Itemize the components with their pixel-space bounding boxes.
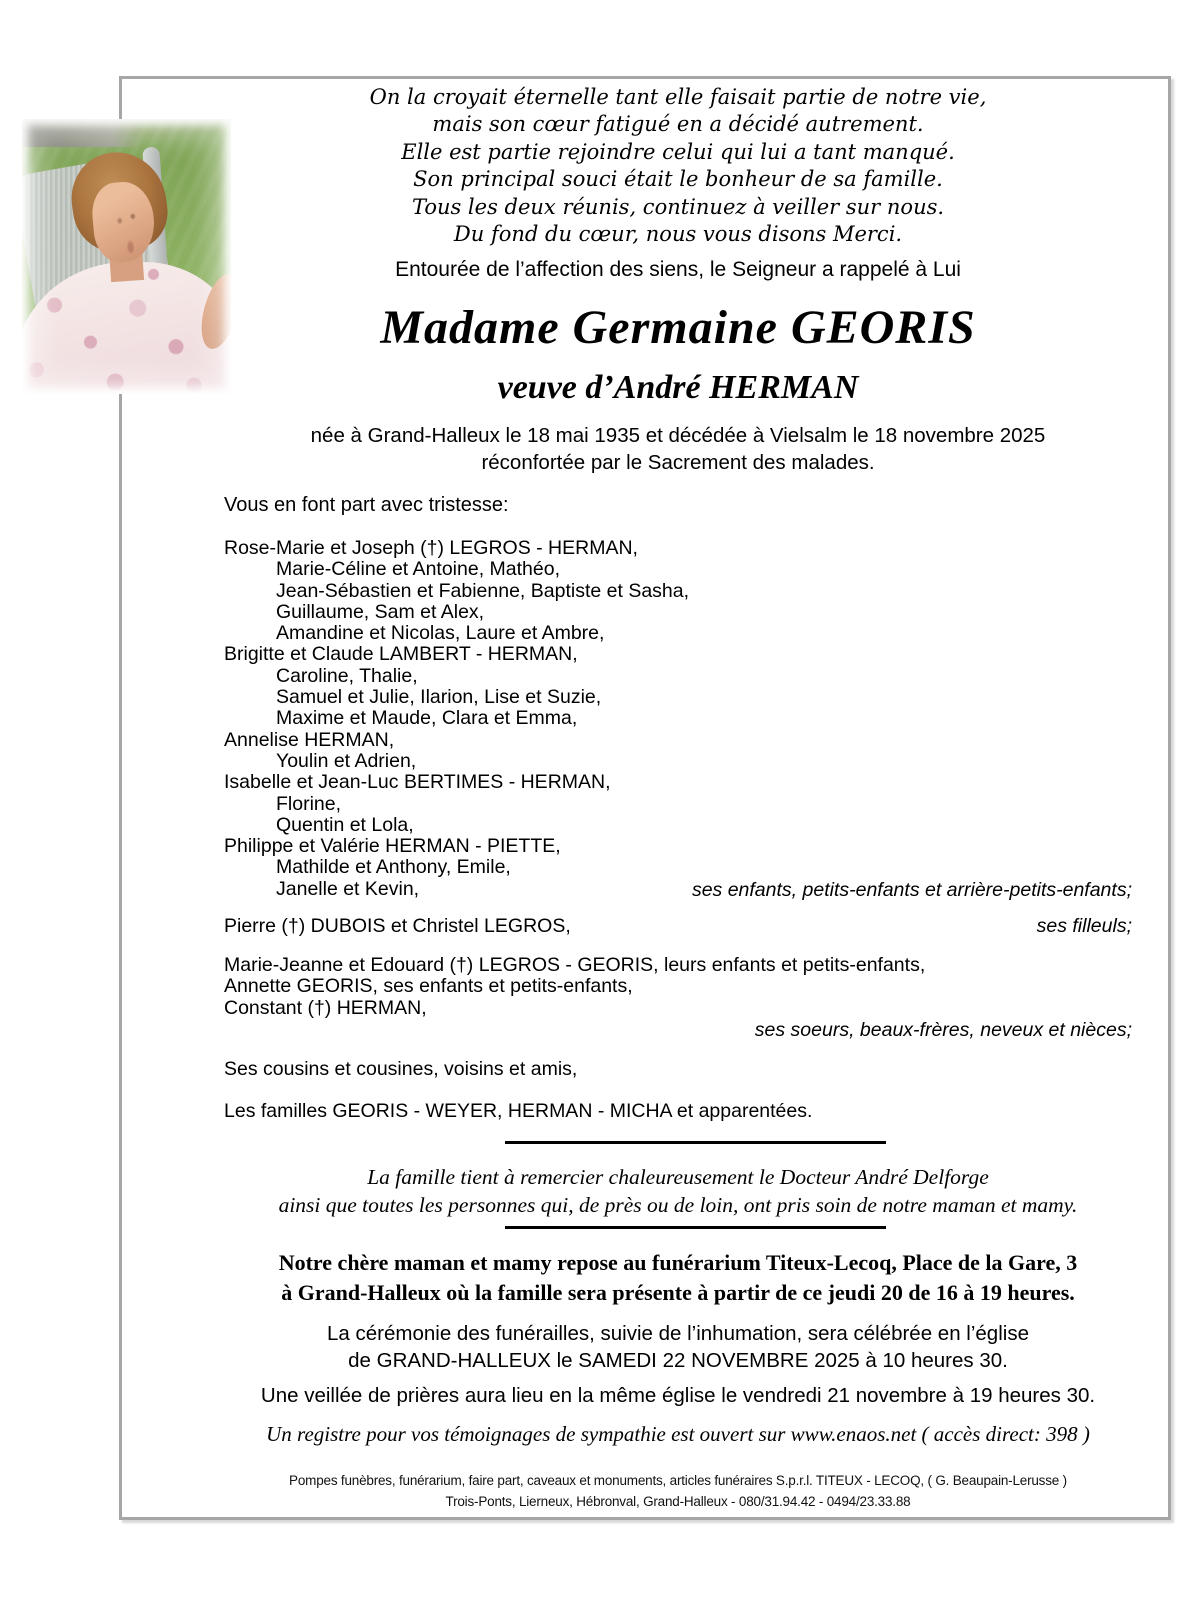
repose-block [224,1248,1132,1307]
intro-line: Entourée de l’affection des siens, le Seigneur a rappelé à Lui [395,258,961,281]
deceased-name: Madame Germaine GEORIS [380,301,976,354]
family-line: Maxime et Maude, Clara et Emma, [276,707,578,730]
family-line: Caroline, Thalie, [276,664,418,687]
sacrament-line: réconfortée par le Sacrement des malades. [481,451,875,474]
vigil-line: Une veillée de prières aura lieu en la même église le vendredi 21 novembre à 19 heures 30. [260,1384,1096,1407]
cousins-line: Ses cousins et cousines, voisins et amis, [224,1058,578,1080]
siblings-line: Constant (†) HERMAN, [224,996,427,1019]
ceremony-line: de GRAND-HALLEUX le SAMEDI 22 NOVEMBRE 2025 à 10 heures 30. [348,1349,1008,1372]
repose-line: Notre chère maman et mamy repose au funérarium Titeux-Lecoq, Place de la Gare, 3 [278,1250,1078,1275]
siblings-relation-label: ses soeurs, beaux-frères, neveux et nièces; [754,1019,1132,1041]
photo-soft-edge [22,119,231,394]
family-line: Annelise HERMAN, [224,728,395,751]
family-line: Amandine et Nicolas, Laure et Ambre, [276,622,605,645]
siblings-line: Annette GEORIS, ses enfants et petits-enfants, [224,975,633,998]
children-relation-label: ses enfants, petits-enfants et arrière-petits-enfants; [691,879,1132,901]
poem-line: On la croyait éternelle tant elle faisait partie de notre vie, [369,85,987,109]
portrait-photo [22,119,231,394]
register-line: Un registre pour vos témoignages de sympathie est ouvert sur www.enaos.net ( accès direct: 398 ) [266,1422,1090,1446]
birth-death-line: née à Grand-Halleux le 18 mai 1935 et décédée à Vielsalm le 18 novembre 2025 [310,424,1046,447]
ceremony-line: La cérémonie des funérailles, suivie de l’inhumation, sera célébrée en l’église [327,1322,1029,1345]
thanks-block [224,1163,1132,1219]
family-line: Brigitte et Claude LAMBERT - HERMAN, [224,643,578,666]
siblings-group [224,955,1132,1019]
family-line: Youlin et Adrien, [276,749,417,772]
family-line: Mathilde et Anthony, Emile, [276,856,511,879]
poem-line: Du fond du cœur, nous vous disons Merci. [453,222,903,247]
footer-line: Trois-Ponts, Lierneux, Hébronval, Grand-Halleux - 080/31.94.42 - 0494/23.33.88 [445,1494,911,1509]
widow-line: veuve d’André HERMAN [497,369,859,406]
godchildren-line: Pierre (†) DUBOIS et Christel LEGROS, [224,915,571,937]
family-line: Quentin et Lola, [276,813,414,836]
family-line: Florine, [276,792,342,815]
poem-line: Son principal souci était le bonheur de sa famille. [413,167,943,192]
divider [505,1226,886,1229]
godchildren-relation-label: ses filleuls; [1036,915,1132,937]
poem-line: Tous les deux réunis, continuez à veiller sur nous. [411,194,945,219]
poem-line: mais son cœur fatigué en a décidé autrement. [432,112,924,137]
footer-line: Pompes funèbres, funérarium, faire part, caveaux et monuments, articles funéraires S.p.r.l. TITEUX - LECOQ, ( G. Beaupain-Lerusse ) [289,1473,1067,1488]
family-line: Rose-Marie et Joseph (†) LEGROS - HERMAN, [224,537,638,559]
family-line: Isabelle et Jean-Luc BERTIMES - HERMAN, [224,771,611,794]
divider [505,1141,886,1144]
family-line: Guillaume, Sam et Alex, [276,600,485,623]
family-line: Janelle et Kevin, [276,877,420,900]
family-line: Philippe et Valérie HERMAN - PIETTE, [224,835,561,858]
memorial-poem [224,84,1132,248]
family-line: Samuel et Julie, Ilarion, Lise et Suzie, [276,686,602,709]
family-line: Marie-Céline et Antoine, Mathéo, [276,558,560,581]
family-line: Jean-Sébastien et Fabienne, Baptiste et Sasha, [276,579,690,602]
poem-line: Elle est partie rejoindre celui qui lui a tant manqué. [401,139,955,164]
thanks-line: ainsi que toutes les personnes qui, de près ou de loin, ont pris soin de notre maman et mamy. [278,1193,1078,1217]
thanks-line: La famille tient à remercier chaleureusement le Docteur André Delforge [367,1165,989,1189]
siblings-line: Marie-Jeanne et Edouard (†) LEGROS - GEORIS, leurs enfants et petits-enfants, [224,954,926,976]
family-list [224,538,1132,900]
repose-line: à Grand-Halleux où la famille sera présente à partir de ce jeudi 20 de 16 à 19 heures. [281,1279,1075,1305]
funeral-home-footer [224,1470,1132,1512]
ceremony-block [224,1320,1132,1374]
content-area [224,0,1132,1602]
announcement-lead: Vous en font part avec tristesse: [224,494,509,516]
families-line: Les familles GEORIS - WEYER, HERMAN - MICHA et apparentées. [224,1100,813,1122]
